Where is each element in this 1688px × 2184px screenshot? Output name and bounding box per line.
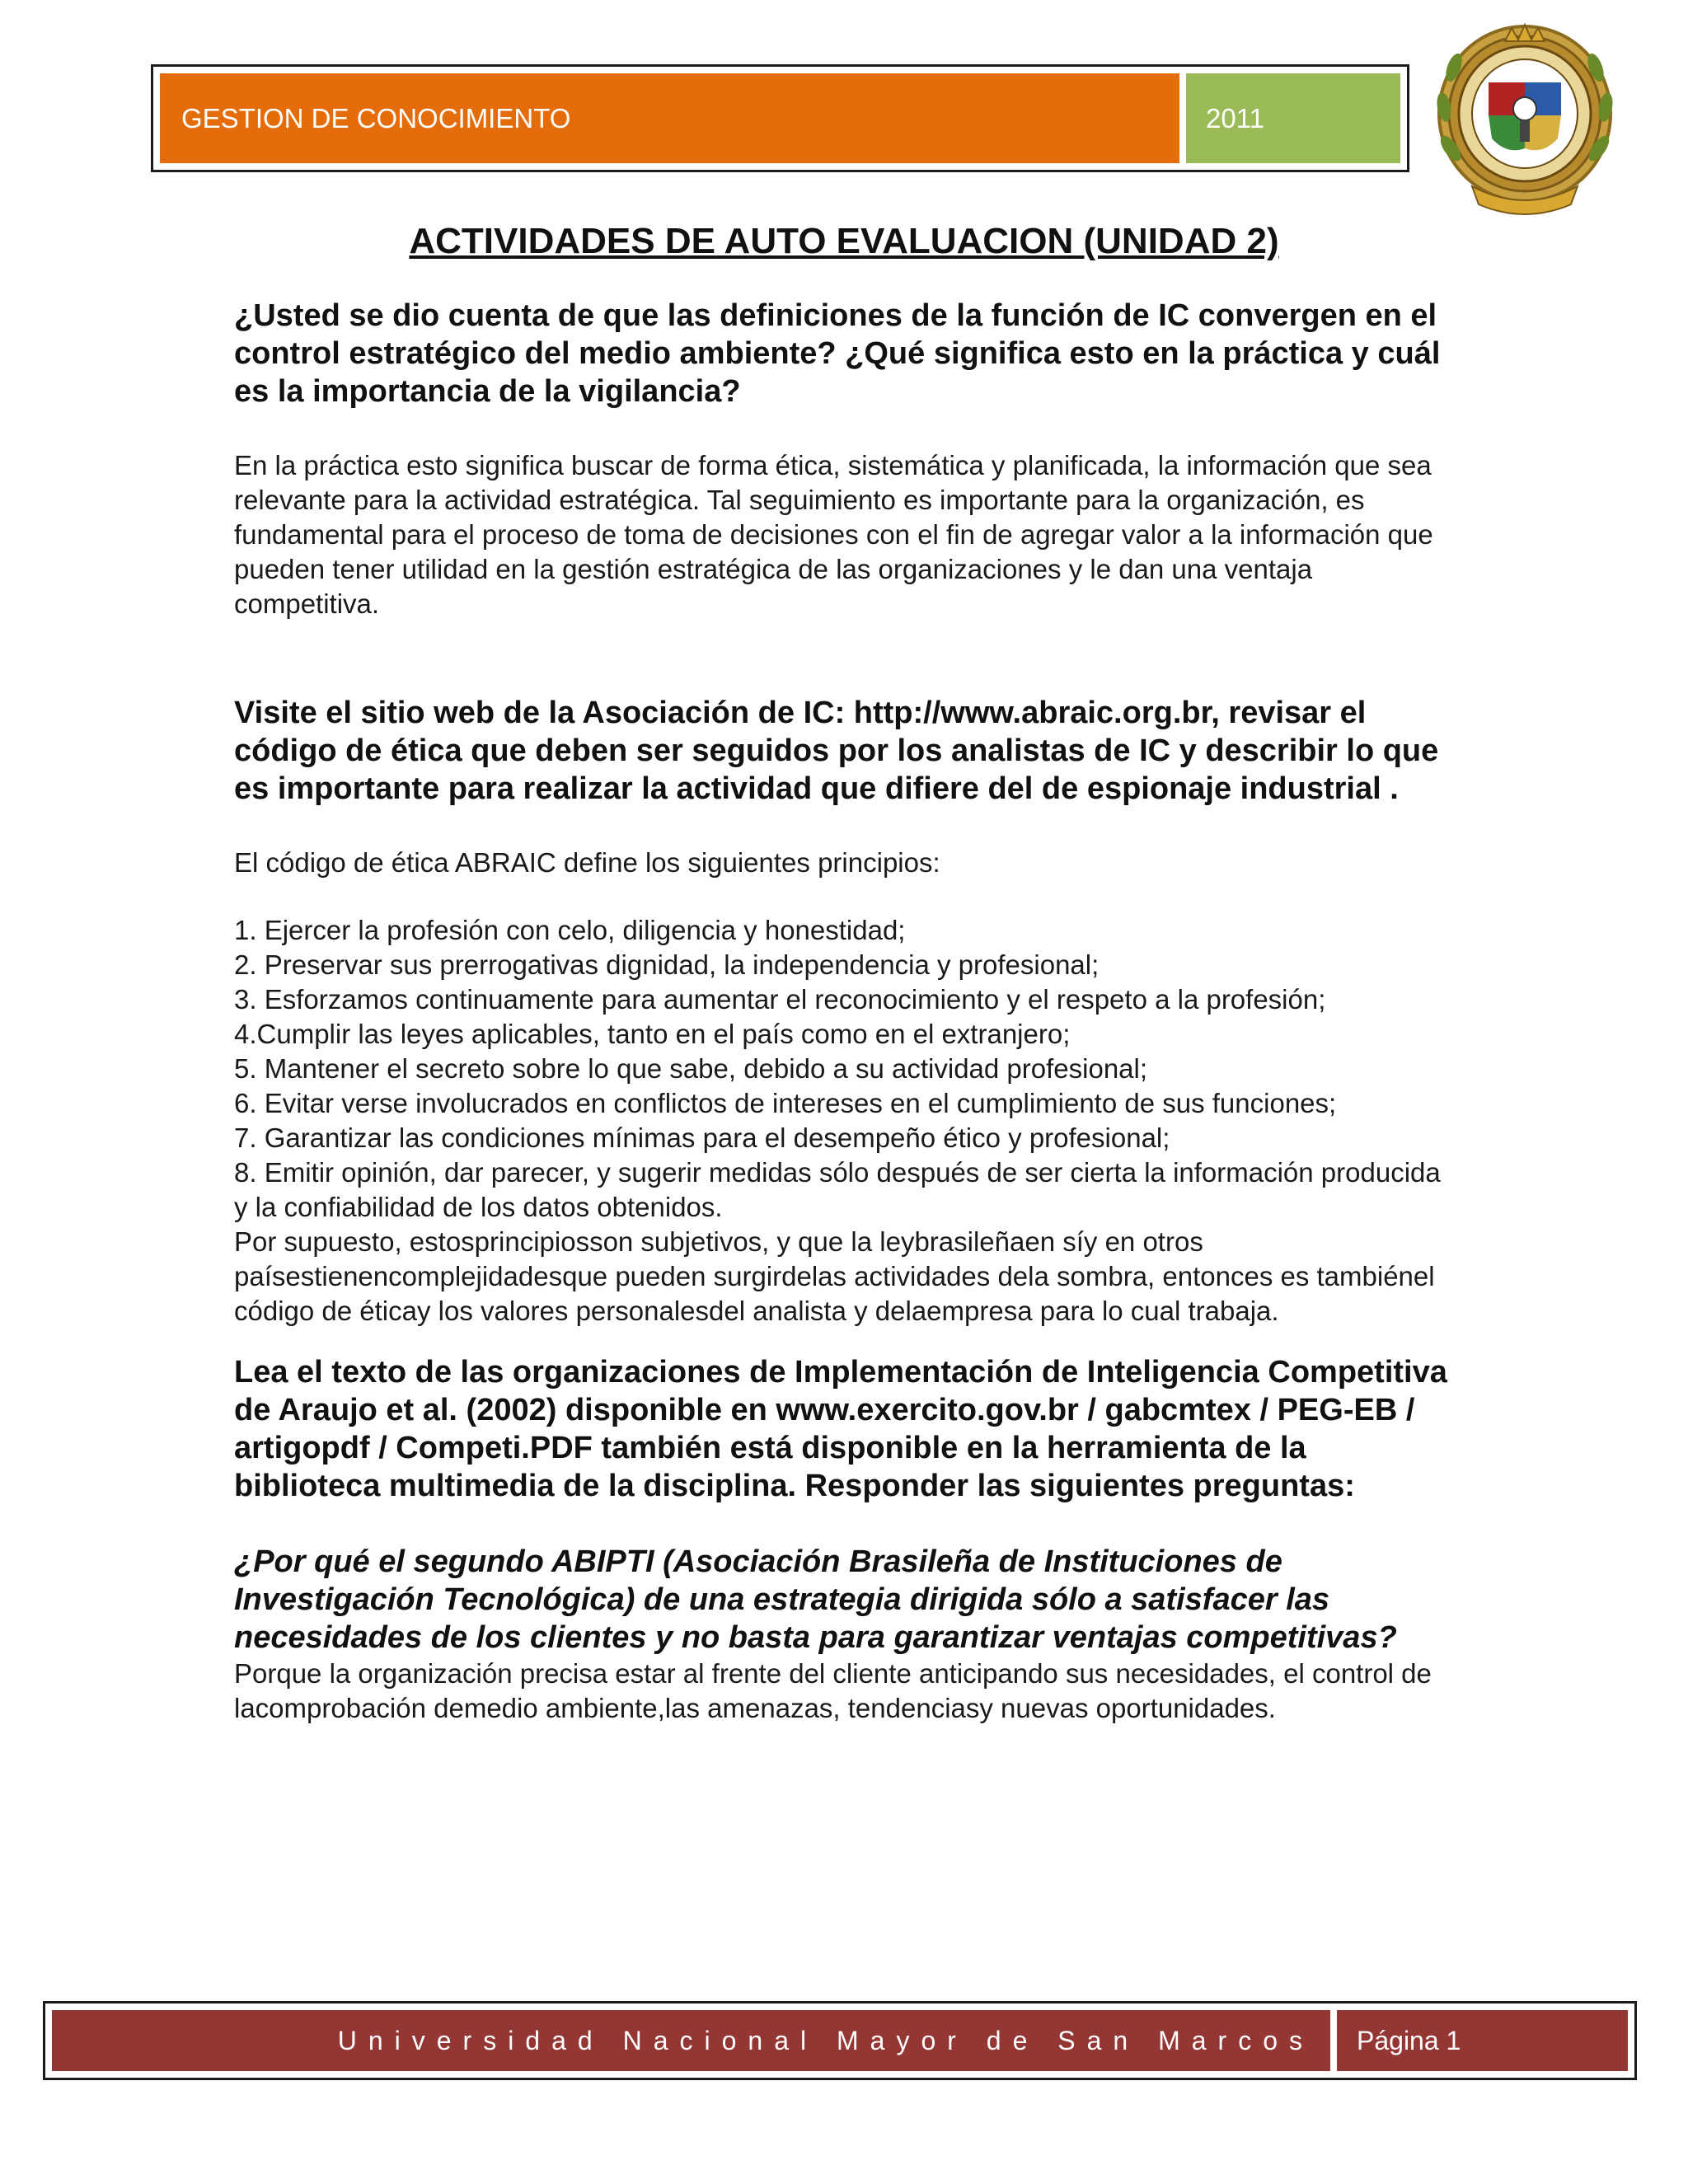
answer-2-outro: Por supuesto, estosprincipiosson subjetivos, y que la leybrasileñaen síy en otros paísestienencomplejidadesque pueden surgirdelas actividades dela sombra, entonces es tambiénel código de éticay los valores personalesdel analista y delaempresa para lo cual trabaja. bbox=[234, 1226, 1435, 1326]
list-item: 1. Ejercer la profesión con celo, diligencia y honestidad; bbox=[234, 915, 906, 945]
list-item: 2. Preservar sus prerrogativas dignidad, la independencia y profesional; bbox=[234, 949, 1100, 980]
page-footer bbox=[43, 2001, 1637, 2080]
question-2: Visite el sitio web de la Asociación de IC: http://www.abraic.org.br, revisar el código de ética que deben ser seguidos por los analistas de IC y describir lo que es importante para realizar la actividad que difiere del de espionaje industrial . bbox=[234, 696, 1439, 806]
university-seal-icon bbox=[1426, 16, 1624, 223]
header-year: 2011 bbox=[1186, 73, 1400, 163]
principles-list bbox=[234, 913, 1454, 1225]
answer-4: Porque la organización precisa estar al frente del cliente anticipando sus necesidades, el control de lacomprobación demedio ambiente,las amenazas, tendenciasy nuevas oportunidades. bbox=[234, 1658, 1432, 1723]
footer-page-number: Página 1 bbox=[1337, 2010, 1628, 2071]
page-header bbox=[151, 64, 1409, 172]
question-4: ¿Por qué el segundo ABIPTI (Asociación Brasileña de Instituciones de Investigación Tecnológica) de una estrategia dirigida sólo a satisfacer las necesidades de los clientes y no basta para garantizar ventajas competitivas? bbox=[234, 1544, 1397, 1655]
header-title: GESTION DE CONOCIMIENTO bbox=[160, 73, 1179, 163]
list-item: 5. Mantener el secreto sobre lo que sabe, debido a su actividad profesional; bbox=[234, 1053, 1148, 1084]
list-item: 6. Evitar verse involucrados en conflictos de intereses en el cumplimiento de sus funciones; bbox=[234, 1088, 1337, 1118]
question-1: ¿Usted se dio cuenta de que las definiciones de la función de IC convergen en el control estratégico del medio ambiente? ¿Qué significa esto en la práctica y cuál es la importancia de la vigilancia? bbox=[234, 298, 1441, 409]
page-title: ACTIVIDADES DE AUTO EVALUACION (UNIDAD 2) bbox=[409, 221, 1279, 261]
list-item: 8. Emitir opinión, dar parecer, y sugerir medidas sólo después de ser cierta la información producida y la confiabilidad de los datos obtenidos. bbox=[234, 1157, 1441, 1222]
document-body bbox=[234, 297, 1454, 1726]
list-item: 7. Garantizar las condiciones mínimas para el desempeño ético y profesional; bbox=[234, 1122, 1170, 1153]
list-item: 3. Esforzamos continuamente para aumentar el reconocimiento y el respeto a la profesión; bbox=[234, 984, 1326, 1015]
answer-1: En la práctica esto significa buscar de forma ética, sistemática y planificada, la información que sea relevante para la actividad estratégica. Tal seguimiento es importante para la organización, es fundamental para el proceso de toma de decisiones con el fin de agregar valor a la información que pueden tener utilidad en la gestión estratégica de las organizaciones y le dan una ventaja competitiva. bbox=[234, 450, 1433, 619]
list-item: 4.Cumplir las leyes aplicables, tanto en el país como en el extranjero; bbox=[234, 1019, 1071, 1049]
footer-university: Universidad Nacional Mayor de San Marcos bbox=[52, 2010, 1330, 2071]
answer-2-intro: El código de ética ABRAIC define los siguientes principios: bbox=[234, 847, 940, 878]
question-3: Lea el texto de las organizaciones de Implementación de Inteligencia Competitiva de Araujo et al. (2002) disponible en www.exercito.gov.br / gabcmtex / PEG-EB / artigopdf / Competi.PDF también está disponible en la herramienta de la biblioteca multimedia de la disciplina. Responder las siguientes preguntas: bbox=[234, 1355, 1447, 1503]
